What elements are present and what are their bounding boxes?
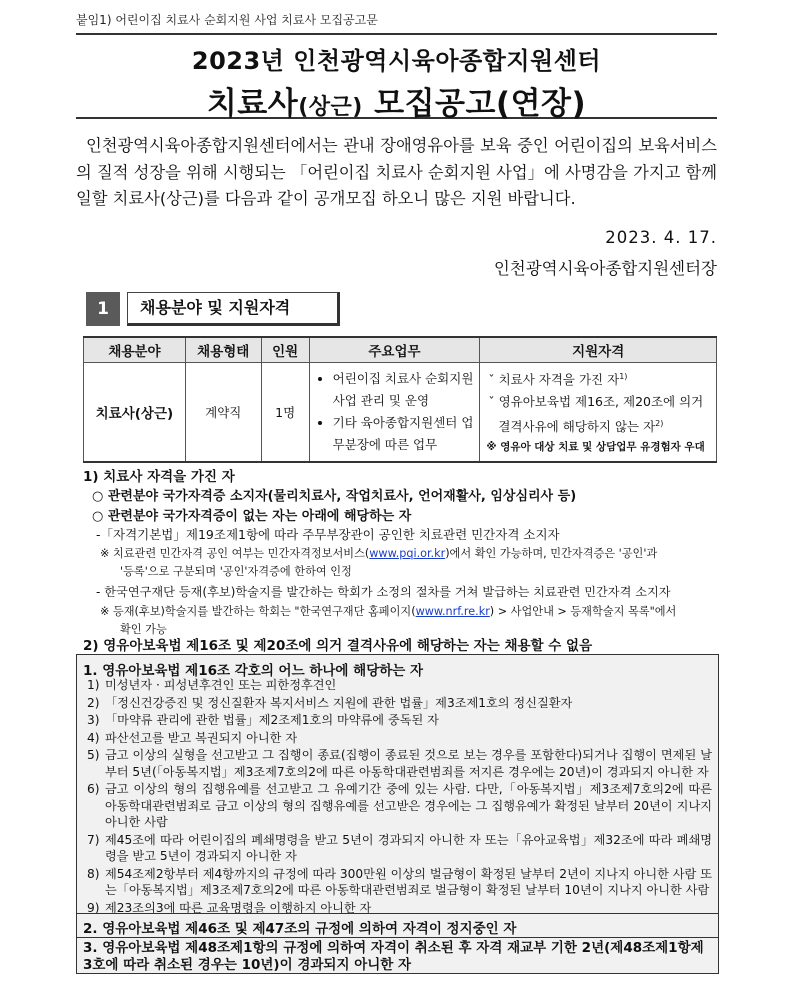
req1-society-note: ※ 등재(후보)학술지를 발간하는 학회는 "한국연구재단 홈페이지(www.nrf.re.kr) > 사업안내 > 등재학술지 목록"에서 [100, 605, 677, 618]
list-item-number: 3) [87, 713, 100, 727]
issuer-name: 인천광역시육아종합지원센터장 [493, 259, 717, 278]
header-type: 채용형태 [185, 337, 261, 363]
list-item-text: 미성년자 · 피성년후견인 또는 피한정후견인 [105, 678, 337, 692]
list-item-number: 9) [87, 900, 100, 915]
list-item-text: 파산선고를 받고 복권되지 아니한 자 [105, 730, 298, 745]
req2-heading: 2) 영유아보육법 제16조 및 제20조에 의거 결격사유에 해당하는 자는 채용할 수 없음 [83, 638, 593, 654]
recruitment-table [83, 336, 717, 463]
list-item-text: 제54조제2항부터 제4항까지의 규정에 따라 300만원 이상의 벌금형이 확정된 날부터 2년이 지나지 아니한 사람 또는「아동복지법」제3조제7호의2에 따른 아동학대관련범죄로 벌금형이 확정된 날부터 10년이 지나지 아니한 사람 [105, 866, 712, 897]
disq-heading-2: 2. 영유아보육법 제46조 및 제47조의 규정에 의하여 자격이 정지중인 자 [83, 921, 517, 937]
list-item [87, 695, 712, 712]
header-duties: 주요업무 [309, 337, 480, 363]
disq-heading-3: 3. 영유아보육법 제48조제1항의 규정에 의하여 자격이 취소된 후 자격 재교부 기한 2년(제48조제1항제3호에 따라 취소된 경우는 10년)이 경과되지 아니한 자 [83, 940, 704, 973]
title-line1: 2023년 인천광역시육아종합지원센터 [191, 47, 602, 75]
list-item [87, 866, 712, 899]
title-suffix: 모집공고(연장) [362, 86, 587, 122]
table-header-row [84, 337, 717, 363]
duty-item: • 기타 육아종합지원센터 업무분장에 따른 업무 [333, 412, 479, 456]
attachment-label: 붙임1) 어린이집 치료사 순회지원 사업 치료사 모집공고문 [76, 13, 378, 27]
list-item-number: 1) [87, 678, 100, 692]
title-box [76, 33, 717, 122]
qualification-item: ˇ 영유아보육법 제16조, 제20조에 의거 결격사유에 해당하지 않는 자$^{2)}$ [488, 394, 704, 435]
preference-note: ※ 영유아 대상 치료 및 상담업무 유경험자 우대 [486, 441, 705, 454]
req1-private-note: ※ 치료관련 민간자격 공인 여부는 민간자격정보서비스(www.pqi.or.kr)에서 확인 가능하며, 민간자격증은 '공인'과 [100, 547, 658, 560]
req1-society-license: - 한국연구재단 등재(후보)학술지를 발간하는 학회가 소정의 절차를 거쳐 발급하는 치료관련 민간자격 소지자 [96, 585, 671, 599]
list-item [87, 747, 712, 780]
intro-paragraph: 인천광역시육아종합지원센터에서는 관내 장애영유아를 보육 중인 어린이집의 보육서비스의 질적 성장을 위해 시행되는 「어린이집 치료사 순회지원 사업」에 사명감을 가지고 함께 일할 치료사(상근)를 다음과 같이 공개모집 하오니 많은 지원 바랍니다. [76, 136, 717, 208]
header-field: 채용분야 [84, 337, 186, 363]
list-item [87, 730, 712, 747]
cell-duties [309, 363, 480, 463]
disq-heading-1: 1. 영유아보육법 제16조 각호의 어느 하나에 해당하는 자 [83, 663, 424, 679]
list-item-number: 8) [87, 866, 100, 881]
cell-qualifications [480, 363, 717, 463]
table-row [84, 363, 717, 463]
title-role-type: (상근) [298, 95, 363, 120]
header-qualifications: 지원자격 [480, 337, 717, 363]
req1-society-note-2: 확인 가능 [120, 623, 167, 636]
pqi-link[interactable]: www.pqi.or.kr [369, 547, 446, 560]
header-count: 인원 [261, 337, 309, 363]
section-number: 1 [86, 292, 120, 326]
cell-type: 계약직 [185, 363, 261, 463]
qualification-item: ˇ 치료사 자격을 가진 자$^{1)}$ [488, 371, 628, 387]
list-item-text: 제23조의3에 따른 교육명령을 이행하지 아니한 자 [105, 900, 372, 915]
title-line2 [76, 78, 717, 123]
req1-heading: 1) 치료사 자격을 가진 자 [83, 469, 235, 485]
title-role: 치료사 [206, 86, 299, 122]
list-item-text: 금고 이상의 형의 집행유예를 선고받고 그 유예기간 중에 있는 사람. 다만,「아동복지법」제3조제7호의2에 따른 아동학대관련범죄로 금고 이상의 형의 집행유예를 선고받은 경우에는 그 집행유예가 확정된 날부터 20년이 지나지 아니한 사람 [105, 782, 712, 829]
duty-item: • 어린이집 치료사 순회지원 사업 관리 및 운영 [333, 368, 479, 412]
cell-field: 치료사(상근) [84, 363, 186, 463]
nrf-link[interactable]: www.nrf.re.kr [415, 605, 490, 618]
disqualification-box [76, 654, 719, 974]
cell-count: 1명 [261, 363, 309, 463]
req1-no-license: ○ 관련분야 국가자격증이 없는 자는 아래에 해당하는 자 [92, 509, 412, 524]
req1-private-note-2: '등록'으로 구분되며 '공인'자격증에 한하여 인정 [120, 565, 352, 578]
disq-list [87, 677, 712, 917]
list-item [87, 712, 712, 729]
list-item [87, 832, 712, 865]
list-item [87, 677, 712, 694]
list-item-number: 7) [87, 832, 100, 847]
list-item-text: 금고 이상의 실형을 선고받고 그 집행이 종료(집행이 종료된 것으로 보는 경우를 포함한다)되거나 집행이 면제된 날부터 5년(「아동복지법」제3조제7호의2에 따른 아동학대관련범죄를 저지른 경우에는 20년)이 경과되지 아니한 자 [105, 748, 712, 779]
list-item-number: 2) [87, 695, 100, 710]
section-title: 채용분야 및 지원자격 [127, 292, 340, 326]
list-item [87, 781, 712, 831]
req1-national-license: ○ 관련분야 국가자격증 소지자(물리치료사, 작업치료사, 언어재활사, 임상심리사 등) [92, 489, 577, 504]
list-item-number: 5) [87, 748, 100, 762]
notice-date: 2023. 4. 17. [605, 228, 717, 247]
req1-private-license: -「자격기본법」제19조제1항에 따라 주무부장관이 공인한 치료관련 민간자격 소지자 [96, 527, 560, 542]
list-item-text: 「마약류 관리에 관한 법률」제2조제1호의 마약류에 중독된 자 [105, 713, 439, 727]
list-item-number: 4) [87, 730, 100, 745]
list-item-text: 「정신건강증진 및 정신질환자 복지서비스 지원에 관한 법률」제3조제1호의 정신질환자 [105, 695, 573, 710]
list-item-text: 제45조에 따라 어린이집의 폐쇄명령을 받고 5년이 경과되지 아니한 자 또는「유아교육법」제32조에 따라 폐쇄명령을 받고 5년이 경과되지 아니한 자 [105, 832, 712, 863]
list-item-number: 6) [87, 782, 100, 796]
